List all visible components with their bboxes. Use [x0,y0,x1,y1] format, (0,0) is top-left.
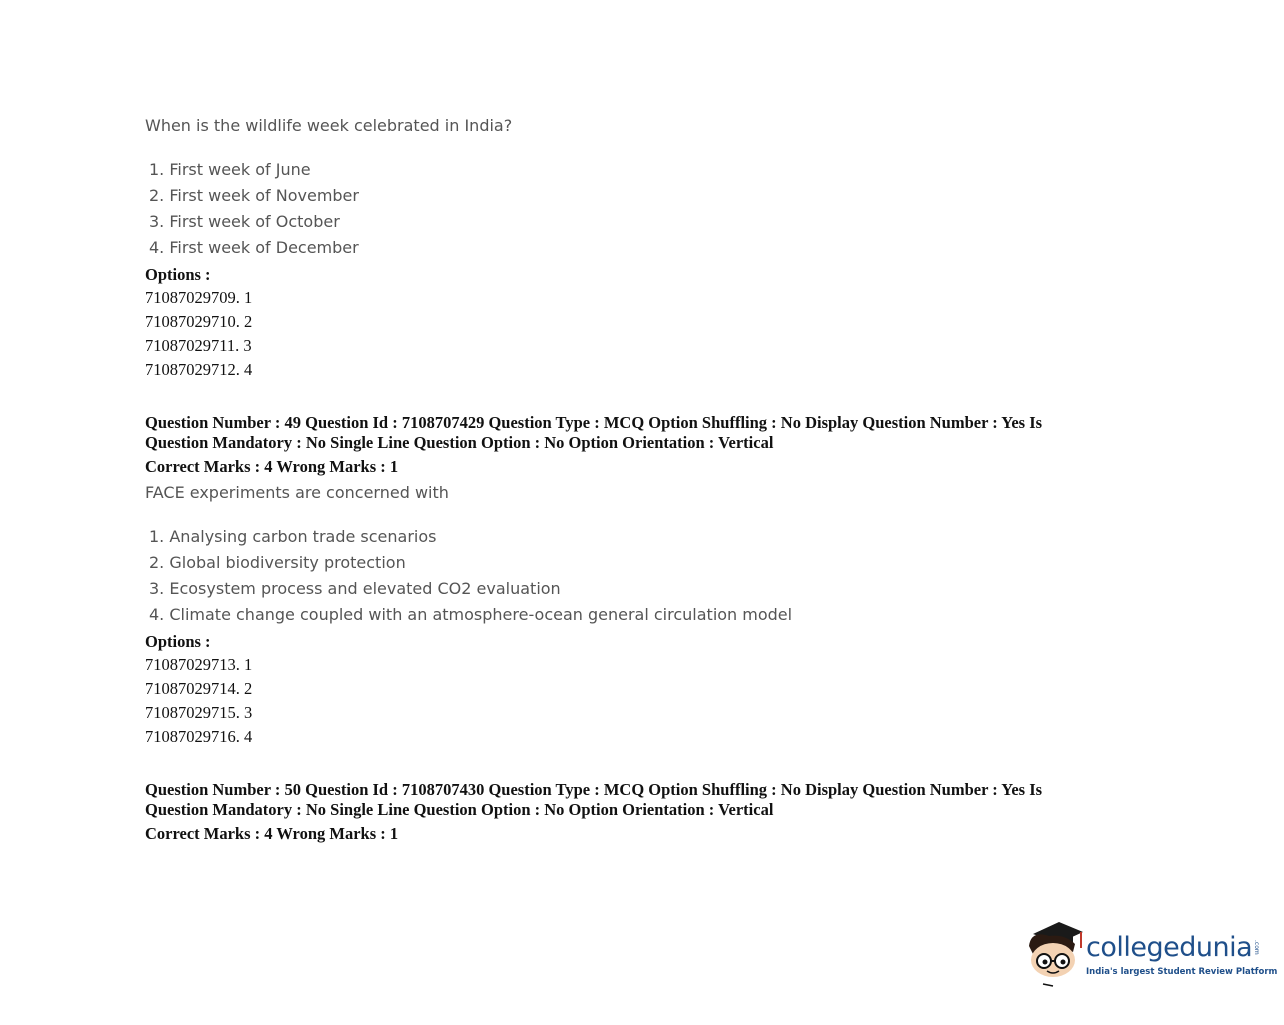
brand-tagline: India's largest Student Review Platform [1086,967,1278,977]
q48-choice-3: 3. First week of October [149,212,340,231]
q48-choice-1: 1. First week of June [149,160,311,179]
q49-meta: Question Number : 49 Question Id : 7108707429 Question Type : MCQ Option Shuffling : No Display Question Number : Yes Is Question Mandatory : No Single Line Question Option : No Option Orientation : Vertical [145,413,1043,452]
q49-option-id-4: 71087029716. 4 [145,727,253,746]
q49-choice-2: 2. Global biodiversity protection [149,553,406,572]
q49-options-label: Options : [145,632,211,651]
q49-option-id-3: 71087029715. 3 [145,703,253,722]
q50-marks: Correct Marks : 4 Wrong Marks : 1 [145,824,399,843]
q49-choice-4: 4. Climate change coupled with an atmosphere-ocean general circulation model [149,605,793,624]
brand-name: collegedunia [1086,932,1253,963]
q48-option-id-2: 71087029710. 2 [145,312,253,331]
q48-choice-4: 4. First week of December [149,238,359,257]
q49-option-id-1: 71087029713. 1 [145,655,253,674]
q49-marks: Correct Marks : 4 Wrong Marks : 1 [145,457,399,476]
q48-option-id-1: 71087029709. 1 [145,288,253,307]
q49-choice-3: 3. Ecosystem process and elevated CO2 evaluation [149,579,561,598]
q49-option-id-2: 71087029714. 2 [145,679,253,698]
mascot-icon [1025,916,1085,992]
q48-option-id-4: 71087029712. 4 [145,360,253,379]
q50-meta: Question Number : 50 Question Id : 7108707430 Question Type : MCQ Option Shuffling : No Display Question Number : Yes Is Question Mandatory : No Single Line Question Option : No Option Orientation : Vertical [145,780,1043,819]
q48-option-id-3: 71087029711. 3 [145,336,252,355]
question-48-text: When is the wildlife week celebrated in India? [145,116,513,135]
q49-choice-1: 1. Analysing carbon trade scenarios [149,527,437,546]
question-49-text: FACE experiments are concerned with [145,483,449,502]
q48-choice-2: 2. First week of November [149,186,359,205]
collegedunia-logo [1025,916,1278,996]
brand-suffix: .com [1253,940,1260,955]
q48-options-label: Options : [145,265,211,284]
